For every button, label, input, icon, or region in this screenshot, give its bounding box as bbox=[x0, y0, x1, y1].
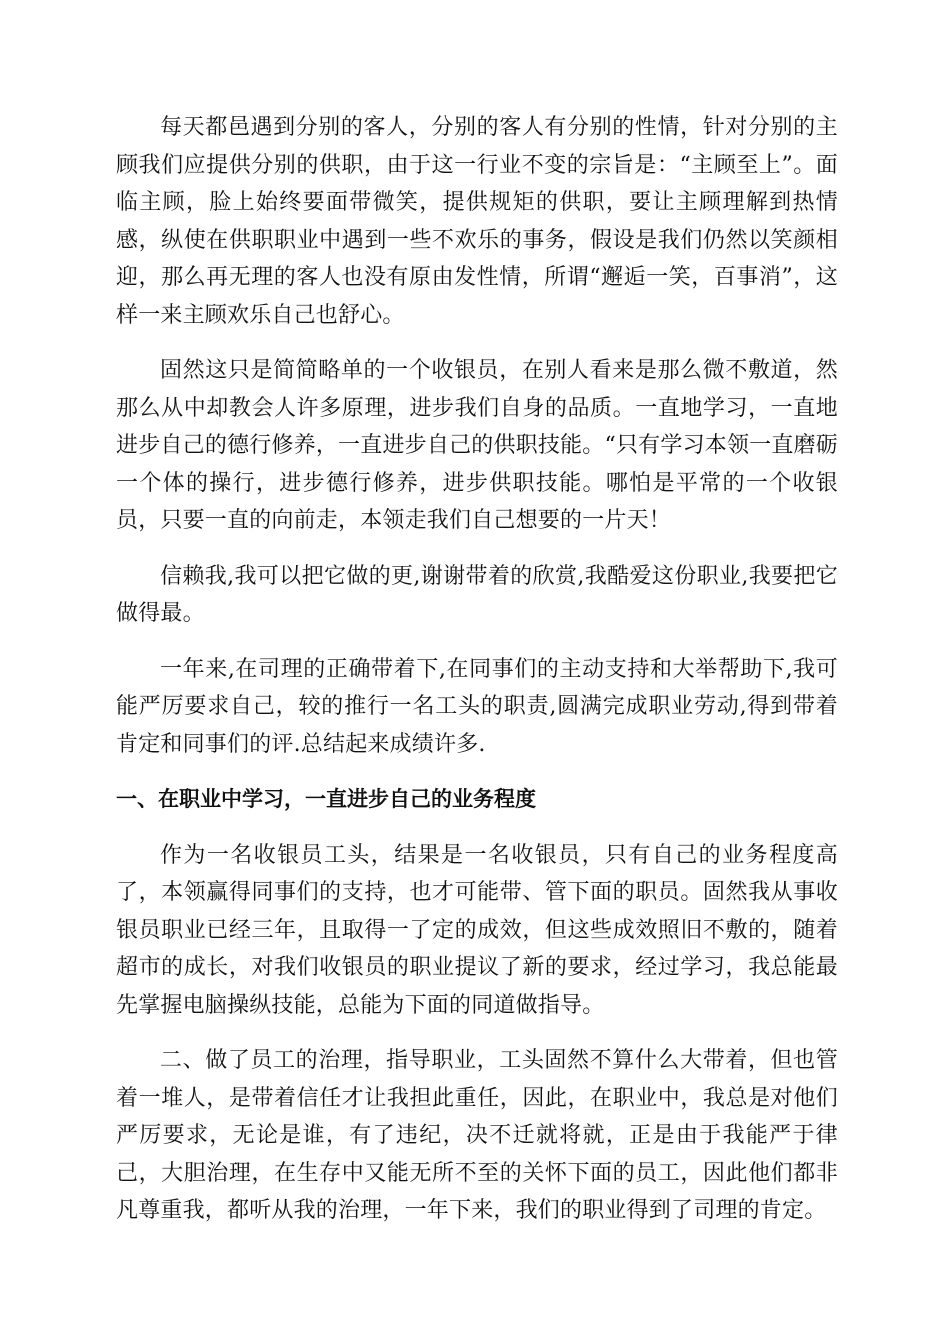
paragraph-customer-service: 每天都邑遇到分别的客人，分别的客人有分别的性情，针对分别的主顾我们应提供分别的供职，由于这一行业不变的宗旨是：“主顾至上”。面临主顾，脸上始终要面带微笑，提供规矩的供职，要让主顾理解到热情感，纵使在供职职业中遇到一些不欢乐的事务，假设是我们仍然以笑颜相迎，那么再无理的客人也没有原由发性情，所谓“邂逅一笑，百事消”，这样一来主顾欢乐自己也舒心。 bbox=[116, 115, 838, 328]
paragraph-supervisor-skills: 作为一名收银员工头，结果是一名收银员，只有自己的业务程度高了，本领赢得同事们的支持，也才可能带、管下面的职员。固然我从事收银员职业已经三年，且取得一了定的成效，但这些成效照旧不敷的，随着超市的成长，对我们收银员的职业提议了新的要求，经过学习，我总能最先掌握电脑操纵技能，总能为下面的同道做指导。 bbox=[116, 842, 838, 1018]
paragraph-year-summary: 一年来,在司理的正确带着下,在同事们的主动支持和大举帮助下,我可能严厉要求自己，较的推行一名工头的职责,圆满完成职业劳动,得到带着肯定和同事们的评.总结起来成绩许多. bbox=[116, 656, 838, 757]
section-heading-learning: 一、在职业中学习，一直进步自己的业务程度 bbox=[116, 787, 536, 811]
paragraph-trust: 信赖我,我可以把它做的更,谢谢带着的欣赏,我酷爱这份职业,我要把它做得最。 bbox=[116, 563, 838, 626]
paragraph-cashier-learning: 固然这只是简简略单的一个收银员，在别人看来是那么微不敷道，然那么从中却教会人许多原理，进步我们自身的品质。一直地学习，一直地进步自己的德行修养，一直进步自己的供职技能。“只有学习本领一直磨砺一个体的操行，进步德行修养，进步供职技能。哪怕是平常的一个收银员，只要一直的向前走，本领走我们自己想要的一片天！ bbox=[116, 358, 838, 533]
paragraph-staff-management: 二、做了员工的治理，指导职业，工头固然不算什么大带着，但也管着一堆人，是带着信任才让我担此重任，因此，在职业中，我总是对他们严厉要求，无论是谁，有了违纪，决不迁就将就，正是由于我能严于律己，大胆治理，在生存中又能无所不至的关怀下面的员工，因此他们都非凡尊重我，都听从我的治理，一年下来，我们的职业得到了司理的肯定。 bbox=[116, 1048, 838, 1223]
